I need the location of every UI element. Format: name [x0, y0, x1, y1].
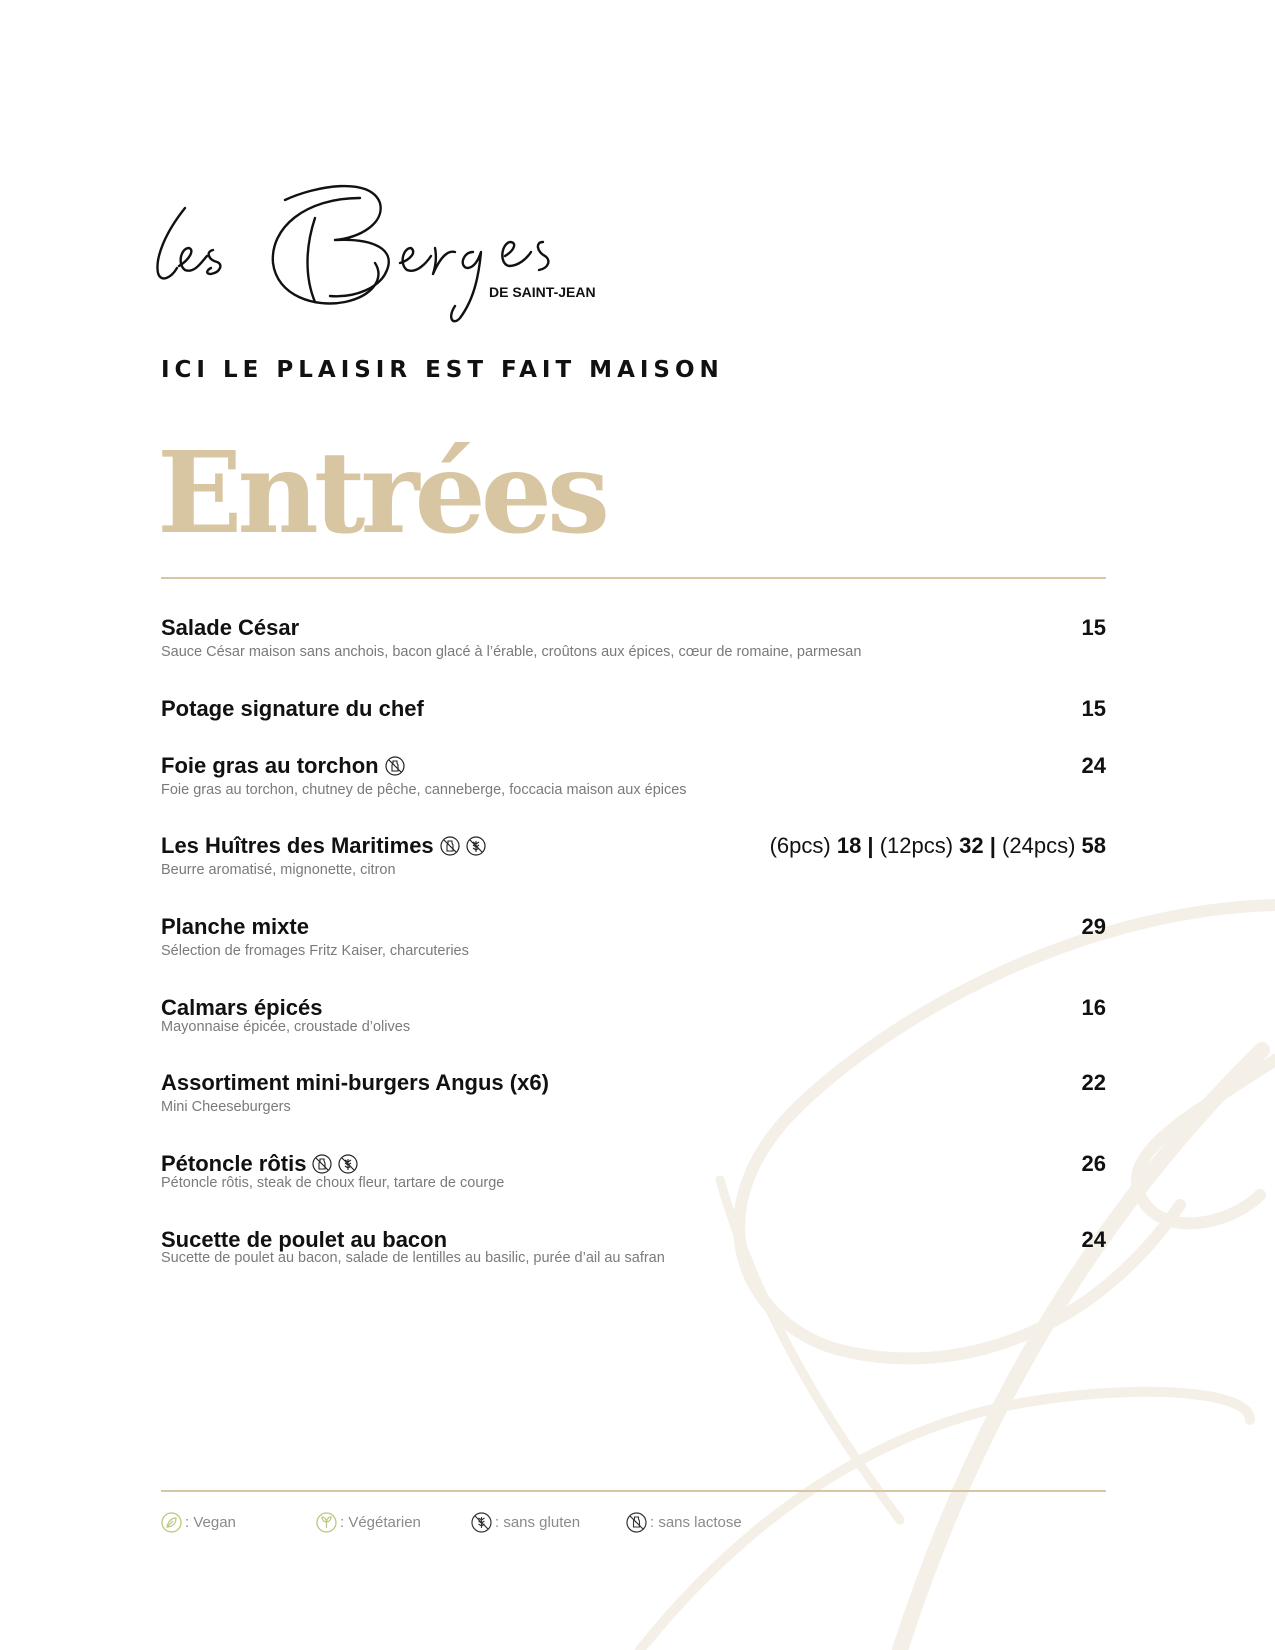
menu-item-huitres: [161, 833, 1106, 878]
item-name: Calmars épicés: [161, 995, 323, 1020]
vegetarian-icon: [316, 1512, 337, 1533]
brand-logo: [155, 178, 625, 328]
item-description: Mini Cheeseburgers: [161, 1099, 291, 1115]
item-name: Les Huîtres des Maritimes: [161, 833, 486, 859]
menu-item-planche-mixte: [161, 914, 1106, 959]
legend-vegetarian: : Végétarien: [316, 1512, 421, 1533]
item-description: Mayonnaise épicée, croustade d’olives: [161, 1019, 411, 1035]
legend-lactose-free: : sans lactose: [626, 1512, 742, 1533]
lactose-free-icon: [385, 756, 405, 776]
item-description: Sucette de poulet au bacon, salade de lentilles au basilic, purée d’ail au safran: [161, 1250, 665, 1266]
item-description: Sélection de fromages Fritz Kaiser, charcuteries: [161, 943, 469, 959]
item-description: Foie gras au torchon, chutney de pêche, canneberge, foccacia maison aux épices: [161, 782, 687, 798]
item-name: Pétoncle rôtis: [161, 1151, 358, 1177]
item-price: 24: [1081, 753, 1106, 778]
item-name: Salade César: [161, 615, 300, 640]
item-name: Assortiment mini-burgers Angus (x6): [161, 1070, 549, 1095]
menu-item-calmars: [161, 995, 1106, 1035]
tagline: ICI LE PLAISIR EST FAIT MAISON: [161, 357, 724, 383]
gluten-free-icon: [466, 836, 486, 856]
legend-gluten-free: : sans gluten: [471, 1512, 580, 1533]
menu-item-foie-gras: [161, 753, 1106, 798]
section-title: Entrées: [157, 428, 606, 559]
item-price-multi: (6pcs) 18 | (12pcs) 32 | (24pcs) 58: [769, 833, 1106, 858]
menu-item-sucette-poulet: [161, 1227, 1106, 1266]
lactose-free-icon: [626, 1512, 647, 1533]
menu-item-potage: [161, 696, 1106, 726]
brand-subtitle: DE SAINT-JEAN: [489, 284, 596, 300]
vegan-icon: [161, 1512, 182, 1533]
menu-item-petoncle: [161, 1151, 1106, 1191]
item-name: Planche mixte: [161, 914, 309, 939]
item-price: 22: [1081, 1070, 1106, 1095]
lactose-free-icon: [440, 836, 460, 856]
item-name: Potage signature du chef: [161, 696, 424, 721]
item-price: 24: [1081, 1227, 1106, 1252]
gluten-free-icon: [338, 1154, 358, 1174]
divider-top: [161, 577, 1106, 579]
item-description: Pétoncle rôtis, steak de choux fleur, tartare de courge: [161, 1175, 505, 1191]
item-price: 15: [1081, 615, 1106, 640]
item-name: Sucette de poulet au bacon: [161, 1227, 448, 1252]
item-price: 16: [1081, 995, 1106, 1020]
menu-item-salade-cesar: [161, 615, 1106, 660]
menu-item-mini-burgers: [161, 1070, 1106, 1115]
lactose-free-icon: [312, 1154, 332, 1174]
gluten-free-icon: [471, 1512, 492, 1533]
item-price: 15: [1081, 696, 1106, 721]
legend-vegan: : Vegan: [161, 1512, 236, 1533]
dietary-legend: [161, 1512, 1106, 1540]
item-description: Sauce César maison sans anchois, bacon glacé à l’érable, croûtons aux épices, cœur de romaine, parmesan: [161, 644, 862, 660]
item-price: 26: [1081, 1151, 1106, 1176]
item-description: Beurre aromatisé, mignonette, citron: [161, 862, 396, 878]
item-price: 29: [1081, 914, 1106, 939]
divider-bottom: [161, 1490, 1106, 1492]
item-name: Foie gras au torchon: [161, 753, 405, 779]
